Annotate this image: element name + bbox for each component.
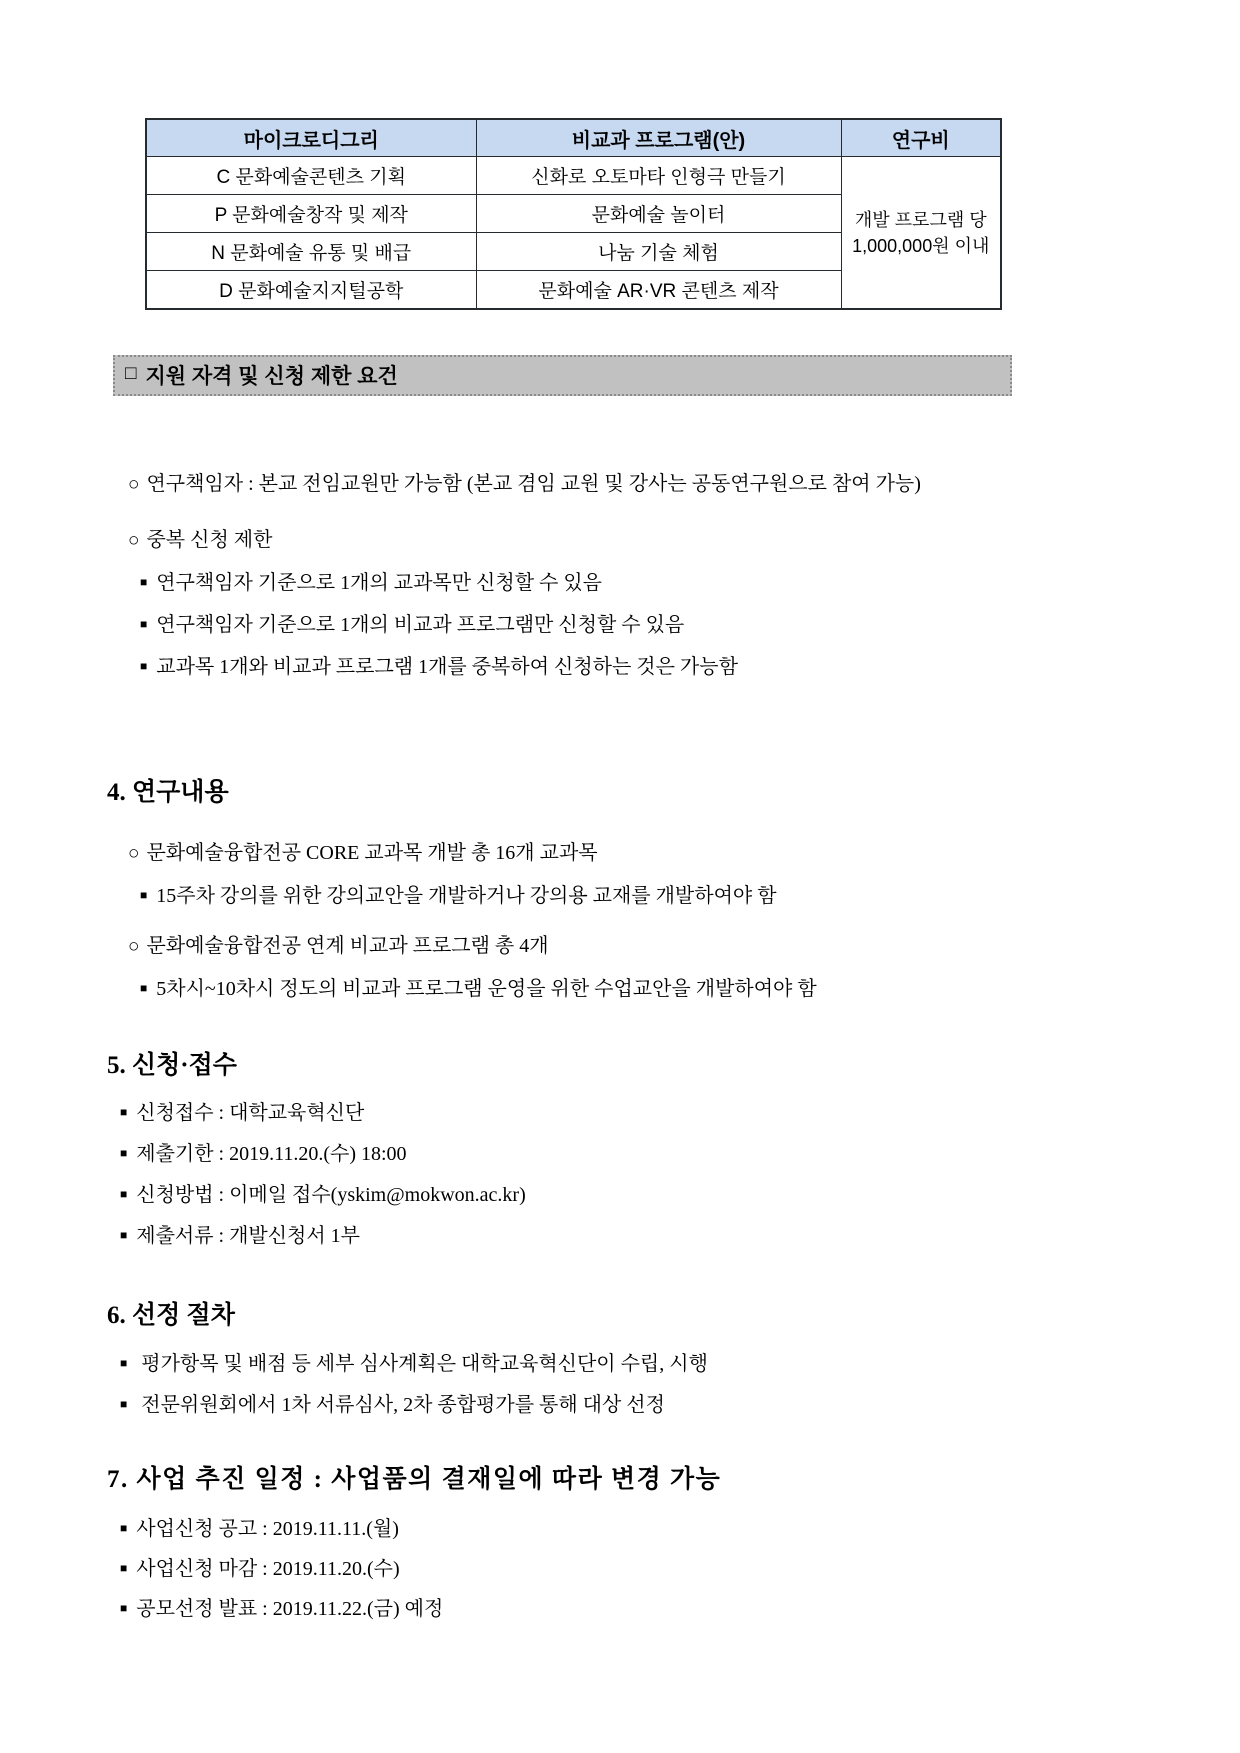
col-header-microdegree: 마이크로디그리 <box>146 119 476 157</box>
list-item <box>107 974 1015 1003</box>
eligibility-section-bar <box>113 355 1012 396</box>
degree-cell: C 문화예술콘텐츠 기획 <box>146 157 476 195</box>
square-bullet-icon: ■ <box>120 1228 128 1242</box>
list-item <box>107 932 1015 961</box>
program-cell: 문화예술 AR·VR 콘텐츠 제작 <box>476 271 841 310</box>
section-title-selection-procedure: 6. 선정 절차 <box>107 1302 235 1329</box>
section-title-schedule: 7. 사업 추진 일정 : 사업품의 결재일에 따라 변경 가능 <box>107 1466 722 1493</box>
list-item-text: 교과목 1개와 비교과 프로그램 1개를 중복하여 신청하는 것은 가능함 <box>156 656 738 678</box>
table-header-row <box>146 119 1001 157</box>
list-item <box>107 652 1015 681</box>
program-cell: 문화예술 놀이터 <box>476 195 841 233</box>
list-item <box>107 1180 1015 1209</box>
circle-bullet-icon: ○ <box>128 474 140 495</box>
list-item-text: 연구책임자 기준으로 1개의 비교과 프로그램만 신청할 수 있음 <box>156 614 685 636</box>
table-row <box>146 157 1001 195</box>
list-item <box>107 568 1015 597</box>
square-bullet-icon: ■ <box>120 1146 128 1160</box>
list-item <box>107 1554 1015 1583</box>
list-item <box>107 1349 1015 1378</box>
square-bullet-icon: ■ <box>120 1561 128 1575</box>
eligibility-section-title: 지원 자격 및 신청 제한 요건 <box>145 365 398 388</box>
col-header-budget: 연구비 <box>841 119 1001 157</box>
square-bullet-icon: ■ <box>120 1397 128 1411</box>
program-cell: 나눔 기술 체험 <box>476 233 841 271</box>
list-item-text: 신청접수 : 대학교육혁신단 <box>136 1102 365 1124</box>
square-bullet-icon: ■ <box>120 1601 128 1615</box>
list-item-text: 중복 신청 제한 <box>146 529 273 551</box>
square-bullet-icon: ■ <box>140 888 148 902</box>
list-item-text: 제출기한 : 2019.11.20.(수) 18:00 <box>136 1143 407 1165</box>
list-item <box>107 881 1015 910</box>
budget-line: 1,000,000원 이내 <box>852 235 990 256</box>
list-item <box>107 470 1015 499</box>
degree-cell: P 문화예술창작 및 제작 <box>146 195 476 233</box>
list-item <box>107 610 1015 639</box>
list-item <box>107 1139 1015 1168</box>
degree-cell: N 문화예술 유통 및 배급 <box>146 233 476 271</box>
list-item-text: 제출서류 : 개발신청서 1부 <box>136 1225 361 1247</box>
circle-bullet-icon: ○ <box>128 936 140 957</box>
square-bullet-icon: ■ <box>120 1187 128 1201</box>
list-item-text: 연구책임자 기준으로 1개의 교과목만 신청할 수 있음 <box>156 572 602 594</box>
list-item-text: 사업신청 공고 : 2019.11.11.(월) <box>136 1518 399 1540</box>
square-bullet-icon: ■ <box>120 1356 128 1370</box>
list-item-text: 5차시~10차시 정도의 비교과 프로그램 운영을 위한 수업교안을 개발하여야 함 <box>156 978 817 1000</box>
program-cell: 신화로 오토마타 인형극 만들기 <box>476 157 841 195</box>
list-item <box>107 1594 1015 1623</box>
list-item <box>107 526 1015 555</box>
list-item-text: 평가항목 및 배점 등 세부 심사계획은 대학교육혁신단이 수립, 시행 <box>141 1353 708 1375</box>
list-item-text: 15주차 강의를 위한 강의교안을 개발하거나 강의용 교재를 개발하여야 함 <box>156 885 777 907</box>
square-bullet-icon: ■ <box>140 617 148 631</box>
list-item-text: 연구책임자 : 본교 전임교원만 가능함 (본교 겸임 교원 및 강사는 공동연구원으로 참여 가능) <box>146 473 921 495</box>
degree-cell: D 문화예술지지털공학 <box>146 271 476 310</box>
section-title-application: 5. 신청·접수 <box>107 1052 237 1079</box>
list-item-text: 문화예술융합전공 연계 비교과 프로그램 총 4개 <box>146 935 549 957</box>
list-item <box>107 839 1015 868</box>
list-item-text: 문화예술융합전공 CORE 교과목 개발 총 16개 교과목 <box>146 842 598 864</box>
list-item <box>107 1098 1015 1127</box>
circle-bullet-icon: ○ <box>128 843 140 864</box>
list-item-text: 사업신청 마감 : 2019.11.20.(수) <box>136 1558 400 1580</box>
budget-line: 개발 프로그램 당 <box>854 209 987 230</box>
section-title-research-content: 4. 연구내용 <box>107 779 229 806</box>
list-item <box>107 1390 1015 1419</box>
list-item <box>107 1514 1015 1543</box>
list-item-text: 신청방법 : 이메일 접수(yskim@mokwon.ac.kr) <box>136 1184 526 1206</box>
program-table <box>145 118 1002 310</box>
square-bullet-icon: ■ <box>140 575 148 589</box>
square-bullet-icon: ■ <box>120 1105 128 1119</box>
budget-cell <box>841 157 1001 310</box>
col-header-program: 비교과 프로그램(안) <box>476 119 841 157</box>
circle-bullet-icon: ○ <box>128 530 140 551</box>
list-item-text: 전문위원회에서 1차 서류심사, 2차 종합평가를 통해 대상 선정 <box>141 1394 665 1416</box>
square-bullet-icon: ■ <box>140 659 148 673</box>
square-bullet-icon: ■ <box>120 1521 128 1535</box>
list-item-text: 공모선정 발표 : 2019.11.22.(금) 예정 <box>136 1598 444 1620</box>
list-item <box>107 1221 1015 1250</box>
square-outline-icon: □ <box>125 363 137 384</box>
square-bullet-icon: ■ <box>140 981 148 995</box>
